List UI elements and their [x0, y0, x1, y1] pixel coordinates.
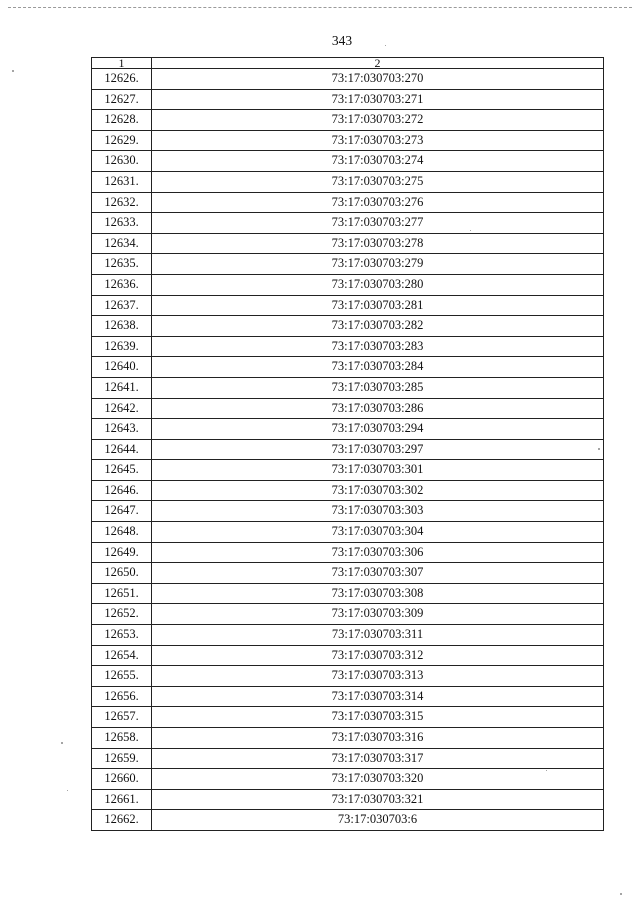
- table-row: [92, 769, 604, 790]
- table-row: [92, 377, 604, 398]
- row-number-cell: 12627.: [92, 89, 152, 110]
- table-row: [92, 439, 604, 460]
- cadastral-number-cell: 73:17:030703:273: [152, 130, 604, 151]
- scan-speck: [61, 742, 63, 744]
- cadastral-number-cell: 73:17:030703:278: [152, 233, 604, 254]
- table-row: [92, 501, 604, 522]
- cadastral-number-cell: 73:17:030703:284: [152, 357, 604, 378]
- cadastral-number-cell: 73:17:030703:285: [152, 377, 604, 398]
- cadastral-number-cell: 73:17:030703:316: [152, 728, 604, 749]
- row-number-cell: 12652.: [92, 604, 152, 625]
- row-number-cell: 12633.: [92, 213, 152, 234]
- row-number-cell: 12637.: [92, 295, 152, 316]
- table-row: [92, 130, 604, 151]
- row-number-cell: 12651.: [92, 583, 152, 604]
- table-row: [92, 254, 604, 275]
- table-row: [92, 748, 604, 769]
- cadastral-number-cell: 73:17:030703:282: [152, 316, 604, 337]
- row-number-cell: 12643.: [92, 419, 152, 440]
- row-number-cell: 12657.: [92, 707, 152, 728]
- row-number-cell: 12636.: [92, 274, 152, 295]
- table-row: [92, 480, 604, 501]
- table-row: [92, 604, 604, 625]
- row-number-cell: 12634.: [92, 233, 152, 254]
- cadastral-number-cell: 73:17:030703:313: [152, 666, 604, 687]
- table-row: [92, 563, 604, 584]
- cadastral-number-cell: 73:17:030703:302: [152, 480, 604, 501]
- cadastral-number-cell: 73:17:030703:315: [152, 707, 604, 728]
- row-number-cell: 12642.: [92, 398, 152, 419]
- cadastral-number-cell: 73:17:030703:6: [152, 810, 604, 831]
- table-row: [92, 316, 604, 337]
- row-number-cell: 12661.: [92, 789, 152, 810]
- table-row: [92, 707, 604, 728]
- cadastral-number-cell: 73:17:030703:317: [152, 748, 604, 769]
- table-row: [92, 69, 604, 90]
- table-row: [92, 192, 604, 213]
- scan-speck: [12, 70, 14, 72]
- row-number-cell: 12650.: [92, 563, 152, 584]
- row-number-cell: 12646.: [92, 480, 152, 501]
- column-header-2: 2: [152, 58, 604, 69]
- table-row: [92, 89, 604, 110]
- row-number-cell: 12626.: [92, 69, 152, 90]
- cadastral-number-cell: 73:17:030703:274: [152, 151, 604, 172]
- row-number-cell: 12631.: [92, 171, 152, 192]
- scan-speck: [546, 770, 547, 771]
- cadastral-number-cell: 73:17:030703:307: [152, 563, 604, 584]
- row-number-cell: 12639.: [92, 336, 152, 357]
- table-row: [92, 583, 604, 604]
- row-number-cell: 12649.: [92, 542, 152, 563]
- row-number-cell: 12635.: [92, 254, 152, 275]
- row-number-cell: 12659.: [92, 748, 152, 769]
- cadastral-number-cell: 73:17:030703:271: [152, 89, 604, 110]
- table-row: [92, 295, 604, 316]
- cadastral-number-cell: 73:17:030703:308: [152, 583, 604, 604]
- row-number-cell: 12630.: [92, 151, 152, 172]
- table-row: [92, 419, 604, 440]
- row-number-cell: 12656.: [92, 686, 152, 707]
- scan-speck: [598, 448, 600, 450]
- row-number-cell: 12653.: [92, 625, 152, 646]
- row-number-cell: 12648.: [92, 522, 152, 543]
- table-row: [92, 336, 604, 357]
- table-row: [92, 625, 604, 646]
- row-number-cell: 12647.: [92, 501, 152, 522]
- scan-border-line: [8, 7, 632, 8]
- cadastral-number-cell: 73:17:030703:294: [152, 419, 604, 440]
- cadastral-number-cell: 73:17:030703:303: [152, 501, 604, 522]
- table-row: [92, 151, 604, 172]
- cadastral-number-cell: 73:17:030703:301: [152, 460, 604, 481]
- row-number-cell: 12640.: [92, 357, 152, 378]
- page-number: 343: [331, 33, 353, 48]
- cadastral-number-cell: 73:17:030703:306: [152, 542, 604, 563]
- cadastral-number-table: [91, 57, 604, 831]
- row-number-cell: 12654.: [92, 645, 152, 666]
- table-row: [92, 686, 604, 707]
- cadastral-number-cell: 73:17:030703:321: [152, 789, 604, 810]
- cadastral-number-cell: 73:17:030703:279: [152, 254, 604, 275]
- cadastral-number-cell: 73:17:030703:276: [152, 192, 604, 213]
- cadastral-number-cell: 73:17:030703:309: [152, 604, 604, 625]
- table-row: [92, 789, 604, 810]
- table-row: [92, 171, 604, 192]
- cadastral-number-cell: 73:17:030703:312: [152, 645, 604, 666]
- scan-speck: [620, 893, 622, 895]
- row-number-cell: 12632.: [92, 192, 152, 213]
- table-row: [92, 398, 604, 419]
- table-row: [92, 810, 604, 831]
- cadastral-number-cell: 73:17:030703:280: [152, 274, 604, 295]
- cadastral-number-cell: 73:17:030703:320: [152, 769, 604, 790]
- scan-speck: [470, 230, 471, 231]
- column-header-1: 1: [92, 58, 152, 69]
- row-number-cell: 12655.: [92, 666, 152, 687]
- table-row: [92, 274, 604, 295]
- row-number-cell: 12660.: [92, 769, 152, 790]
- row-number-cell: 12628.: [92, 110, 152, 131]
- cadastral-number-cell: 73:17:030703:272: [152, 110, 604, 131]
- table-row: [92, 542, 604, 563]
- scan-speck: [385, 45, 386, 46]
- cadastral-number-cell: 73:17:030703:314: [152, 686, 604, 707]
- row-number-cell: 12641.: [92, 377, 152, 398]
- cadastral-number-cell: 73:17:030703:270: [152, 69, 604, 90]
- table-row: [92, 728, 604, 749]
- cadastral-number-cell: 73:17:030703:311: [152, 625, 604, 646]
- row-number-cell: 12662.: [92, 810, 152, 831]
- cadastral-number-cell: 73:17:030703:281: [152, 295, 604, 316]
- row-number-cell: 12629.: [92, 130, 152, 151]
- table-body: [92, 69, 604, 831]
- table-row: [92, 233, 604, 254]
- table-row: [92, 460, 604, 481]
- table-row: [92, 666, 604, 687]
- cadastral-number-cell: 73:17:030703:304: [152, 522, 604, 543]
- row-number-cell: 12644.: [92, 439, 152, 460]
- table-row: [92, 213, 604, 234]
- row-number-cell: 12638.: [92, 316, 152, 337]
- cadastral-number-cell: 73:17:030703:275: [152, 171, 604, 192]
- table-row: [92, 522, 604, 543]
- row-number-cell: 12658.: [92, 728, 152, 749]
- cadastral-number-cell: 73:17:030703:277: [152, 213, 604, 234]
- table-row: [92, 110, 604, 131]
- table-header-row: [92, 58, 604, 69]
- table-row: [92, 645, 604, 666]
- cadastral-number-cell: 73:17:030703:283: [152, 336, 604, 357]
- cadastral-number-cell: 73:17:030703:297: [152, 439, 604, 460]
- cadastral-number-cell: 73:17:030703:286: [152, 398, 604, 419]
- scan-speck: [67, 790, 68, 791]
- table-row: [92, 357, 604, 378]
- row-number-cell: 12645.: [92, 460, 152, 481]
